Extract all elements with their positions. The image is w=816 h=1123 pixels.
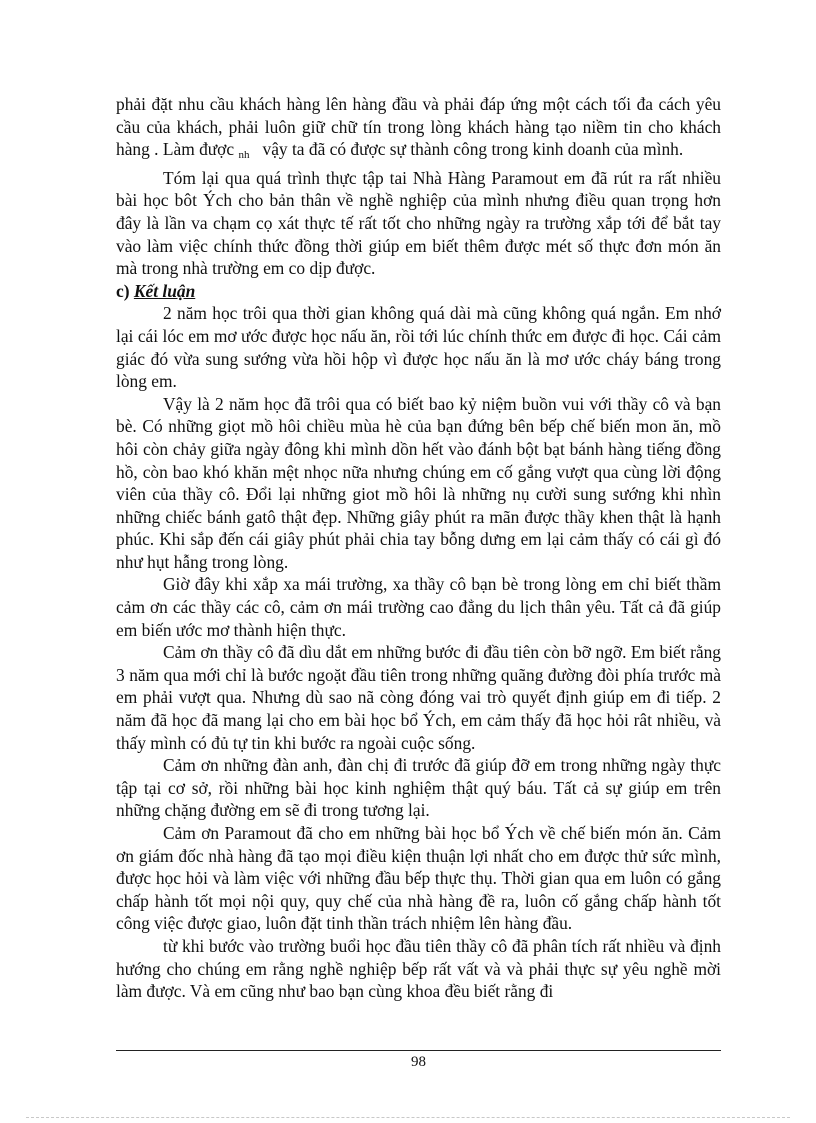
paragraph-1-subscript: nh [238,149,250,162]
paragraph-1 [116,93,721,167]
paragraph-3: 2 năm học trôi qua thời gian không quá dài mà cũng không quá ngắn. Em nhớ lại cái lóc em mơ ước được học nấu ăn, rồi tới lúc chính thức em được đi học. Cái cảm giác đó vừa sung sướng vừa hồi hộp vì được học nấu ăn là mơ ước cháy báng trong lòng em. [116,303,721,392]
section-heading [116,280,721,303]
section-heading-title: Kết luận [133,280,196,301]
section-heading-prefix: c) [116,280,130,301]
paragraph-5: Giờ đây khi xắp xa mái trường, xa thầy cô bạn bè trong lòng em chỉ biết thầm cảm ơn các thầy các cô, cảm ơn mái trường cao đẳng du lịch thân yêu. Tất cả đã giúp em biến ước mơ thành hiện thực. [116,574,721,640]
paragraph-9: từ khi bước vào trường buổi học đầu tiên thầy cô đã phân tích rất nhiều và định hướng cho chúng em rằng nghề nghiệp bếp rất vất và và phải thực sự yêu nghề mời làm được. Và em cũng như bao bạn cùng khoa đều biết rằng đi [116,935,721,1002]
paragraph-1-tail: vậy ta đã có được sự thành công trong kinh doanh của mình. [262,139,684,160]
paragraph-4: Vậy là 2 năm học đã trôi qua có biết bao kỷ niệm buồn vui với thầy cô và bạn bè. Có những giọt mồ hôi chiều mùa hè của bạn đứng bên bếp chế biến mon ăn, mồ hôi còn chảy giữa ngày đông khi mình dồn hết vào đánh bột bạt bánh hàng tiếng đồng hồ, còn bao khó khăn mệt nhọc nữa nhưng chúng em cố gắng vượt qua cùng lời động viên của thầy cô. Đổi lại những giot mồ hôi là những nụ cười sung sướng khi nhìn những chiếc bánh gatô thật đẹp. Những giây phút ra mãn được thầy khen thật là hạnh phúc. Khi sắp đến cái giây phút phải chia tay bỗng dưng em lại cảm thấy có cái gì đó như hụt hẫng trong lòng. [116,393,721,572]
footer-divider [116,1050,721,1051]
page-bottom-edge [26,1117,790,1118]
paragraph-6: Cảm ơn thầy cô đã dìu dắt em những bước đi đầu tiên còn bỡ ngỡ. Em biết rằng 3 năm qua mới chỉ là bước ngoặt đầu tiên trong những quãng đường đòi phía trước mà em phải vượt qua. Nhưng dù sao nã còng đóng vai trò quyết định giúp em đi tiếp. 2 năm đã học đã mang lại cho em bài học bổ Ých, em cảm thấy đã học hỏi rât nhiều, và thấy mình có đủ tự tin khi bước ra ngoài cuộc sống. [116,642,721,753]
paragraph-8: Cảm ơn Paramout đã cho em những bài học bổ Ých về chế biến món ăn. Cảm ơn giám đốc nhà hàng đã tạo mọi điều kiện thuận lợi nhất cho em được thử sức mình, được học hỏi và làm việc với những đầu bếp thực thụ. Thời gian qua em luôn có gắng chấp hành tốt mọi nội quy, quy chế của nhà hàng đề ra, luôn cố gắng chấp hành tốt công việc được giao, luôn đặt tinh thần trách nhiệm lên hàng đầu. [116,823,721,934]
paragraph-7: Cảm ơn những đàn anh, đàn chị đi trước đã giúp đỡ em trong những ngày thực tập tại cơ sở, rồi những bài học kinh nghiệm thật quý báu. Tất cả sự giúp em trên những chặng đường em sẽ đi trong tương lại. [116,755,721,821]
body-text [116,93,721,1003]
paragraph-1-text: phải đặt nhu cầu khách hàng lên hàng đầu và phải đáp ứng một cách tối đa cách yêu cầu của khách, phải luôn giữ chữ tín trong lòng khách hàng tạo niềm tin cho khách hàng . Làm được [116,94,721,160]
page-number: 98 [411,1054,426,1070]
paragraph-2: Tóm lại qua quá trình thực tập tai Nhà Hàng Paramout em đã rút ra rất nhiều bài học bôt Ých cho bản thân về nghề nghiệp của mình nhưng điều quan trọng hơn đây là lần va chạm cọ xát thực tế rất tốt cho những ngày ra trường xắp tới để bắt tay vào làm việc chính thức đồng thời giúp em biết thêm được mét số thực đơn món ăn mà trong nhà trường em co dịp được. [116,167,721,279]
